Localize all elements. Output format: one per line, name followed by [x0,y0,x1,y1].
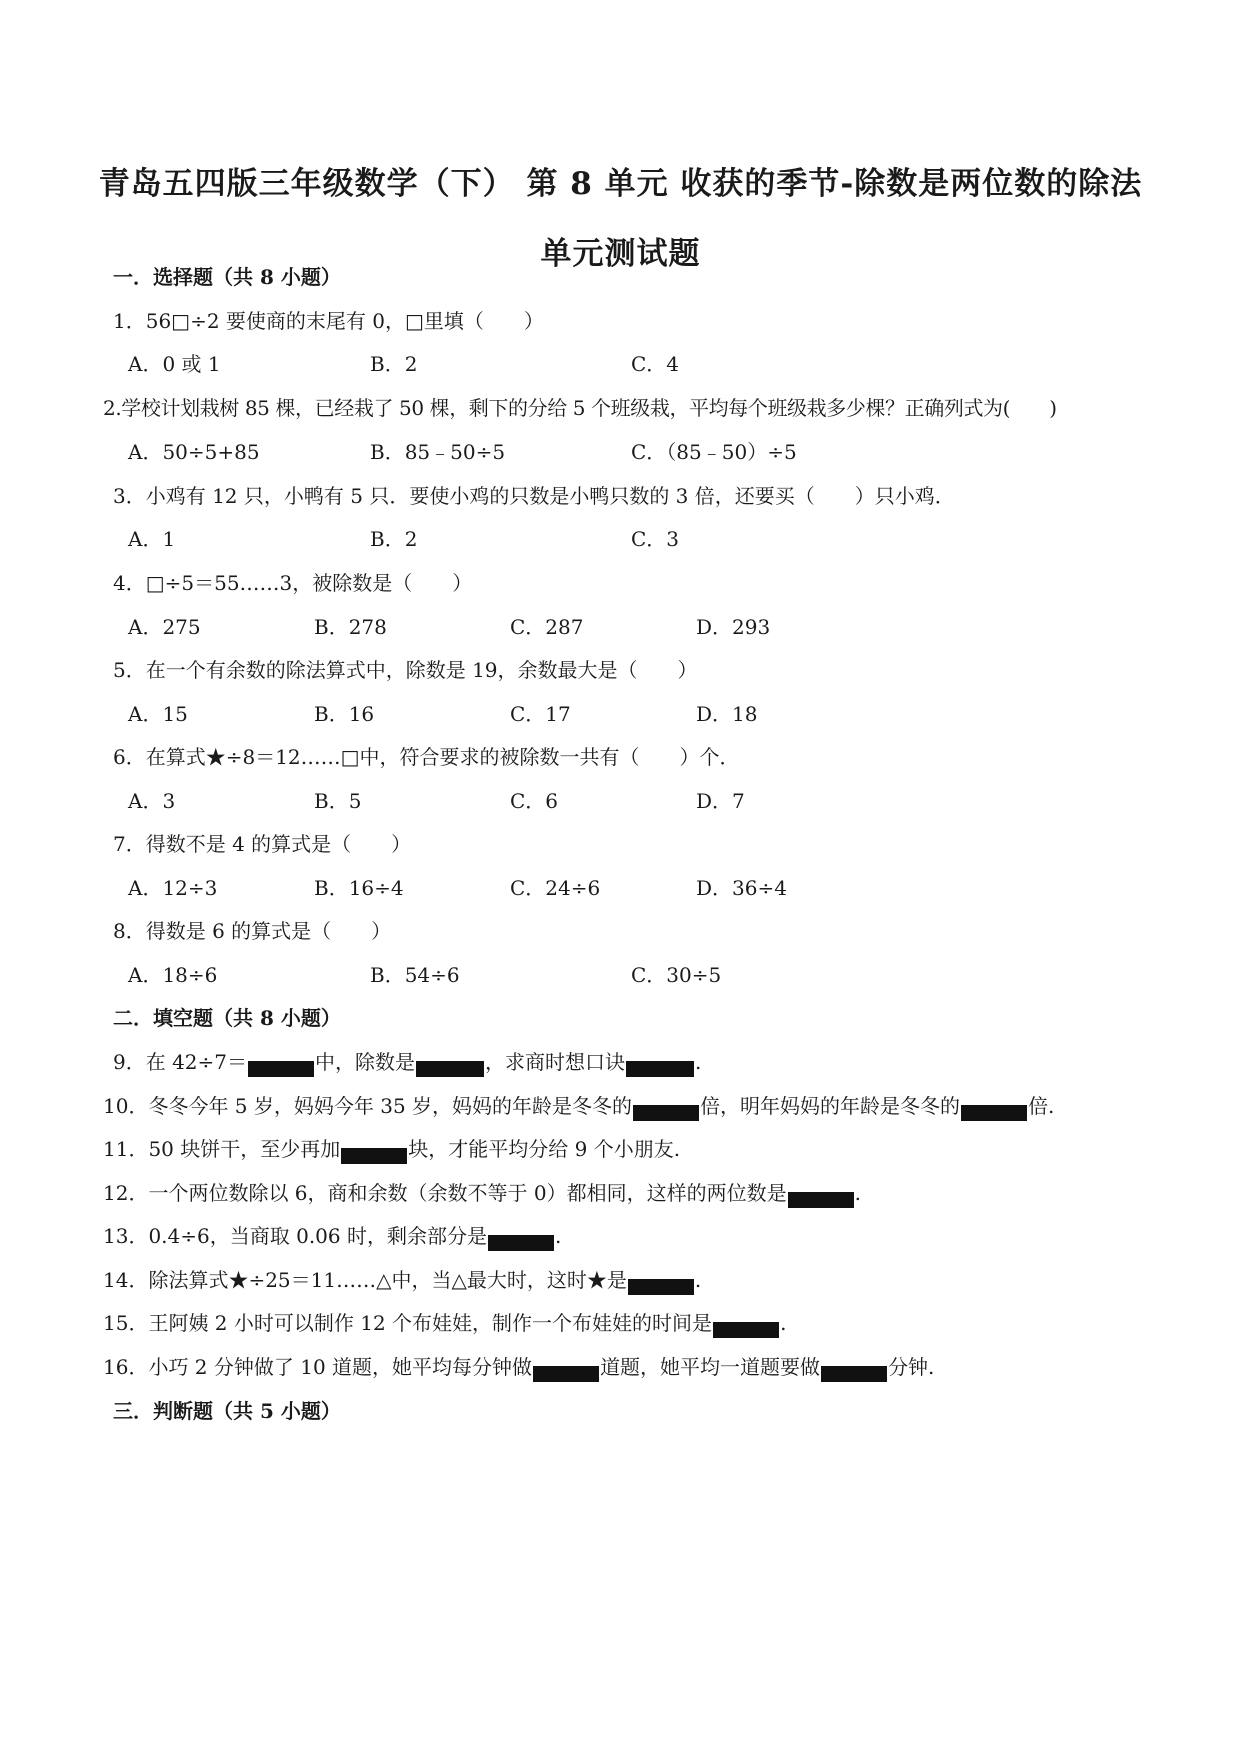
question-12-text-2: . [854,1181,861,1205]
question-8-option-c: C．30÷5 [631,963,722,987]
question-14 [103,1264,701,1295]
question-6: 6．在算式★÷8＝12……□中，符合要求的被除数一共有（ ）个． [113,745,740,769]
question-12-text-1: 12．一个两位数除以 6，商和余数（余数不等于 0）都相同，这样的两位数是 [103,1181,787,1205]
question-4-option-a: A．275 [128,615,201,639]
question-13 [103,1220,561,1251]
question-11-text-1: 11．50 块饼干，至少再加 [103,1137,341,1161]
question-15-text-1: 15．王阿姨 2 小时可以制作 12 个布娃娃，制作一个布娃娃的时间是 [103,1311,713,1335]
answer-blank[interactable] [626,1061,694,1077]
question-10-text-3: 倍. [1028,1094,1055,1118]
question-4-option-c: C．287 [510,615,584,639]
question-3: 3．小鸡有 12 只，小鸭有 5 只．要使小鸡的只数是小鸭只数的 3 倍，还要买（ ）只小鸡． [113,484,955,508]
answer-blank[interactable] [488,1235,554,1251]
question-14-text-1: 14．除法算式★÷25＝11……△中，当△最大时，这时★是 [103,1268,627,1292]
question-16-text-1: 16．小巧 2 分钟做了 10 道题，她平均每分钟做 [103,1355,533,1379]
question-5-option-b: B．16 [314,702,375,726]
question-5: 5．在一个有余数的除法算式中，除数是 19，余数最大是（ ） [113,658,698,682]
question-1: 1．56□÷2 要使商的末尾有 0，□里填（ ） [113,309,544,333]
question-1-option-b: B．2 [370,352,418,376]
answer-blank[interactable] [628,1279,694,1295]
question-13-text-2: . [554,1224,562,1248]
question-7-option-c: C．24÷6 [510,876,601,900]
question-4-option-d: D．293 [696,615,771,639]
question-13-text-1: 13．0.4÷6，当商取 0.06 时，剩余部分是 [103,1224,487,1248]
question-14-text-2: . [694,1268,702,1292]
question-6-option-d: D．7 [696,789,745,813]
question-11-text-2: 块，才能平均分给 9 个小朋友. [408,1137,681,1161]
answer-blank[interactable] [713,1322,779,1338]
question-11 [103,1133,680,1164]
question-4-option-b: B．278 [314,615,387,639]
question-7-option-a: A．12÷3 [128,876,218,900]
question-6-option-b: B．5 [314,789,362,813]
question-3-option-b: B．2 [370,527,418,551]
question-9-text-1: 9．在 42÷7＝ [113,1050,248,1074]
question-7-option-d: D．36÷4 [696,876,787,900]
question-9 [113,1046,701,1077]
section-heading-true-false: 三．判断题（共 5 小题） [113,1399,341,1423]
question-2-option-b: B．85﹣50÷5 [370,440,506,464]
question-5-option-a: A．15 [128,702,188,726]
question-9-text-4: . [695,1050,702,1074]
question-6-option-a: A．3 [128,789,176,813]
question-1-option-a: A．0 或 1 [128,352,221,376]
section-heading-fill-in: 二．填空题（共 8 小题） [113,1006,341,1030]
question-10-text-2: 倍，明年妈妈的年龄是冬冬的 [700,1094,961,1118]
question-9-text-2: 中，除数是 [315,1050,416,1074]
section-heading-choice: 一．选择题（共 8 小题） [113,265,341,289]
answer-blank[interactable] [341,1148,407,1164]
page-title: 青岛五四版三年级数学（下） 第 8 单元 收获的季节-除数是两位数的除法 [98,166,1143,202]
question-8-option-a: A．18÷6 [128,963,218,987]
question-16-text-3: 分钟. [888,1355,935,1379]
question-2: 2.学校计划栽树 85 棵，已经栽了 50 棵，剩下的分给 5 个班级栽，平均每个班级栽多少棵？正确列式为( ) [103,396,1057,420]
page-subtitle: 单元测试题 [540,236,701,272]
answer-blank[interactable] [788,1192,854,1208]
question-5-option-c: C．17 [510,702,571,726]
question-10-text-1: 10．冬冬今年 5 岁，妈妈今年 35 岁，妈妈的年龄是冬冬的 [103,1094,633,1118]
question-9-text-3: ，求商时想口诀 [485,1050,626,1074]
question-4: 4．□÷5＝55……3，被除数是（ ） [113,571,473,595]
question-16 [103,1351,934,1382]
question-2-option-c: C．（85﹣50）÷5 [631,440,797,464]
question-8: 8．得数是 6 的算式是（ ） [113,919,392,943]
question-10 [103,1090,1054,1121]
question-7: 7．得数不是 4 的算式是（ ） [113,832,412,856]
question-16-text-2: 道题，她平均一道题要做 [600,1355,821,1379]
answer-blank[interactable] [416,1061,484,1077]
question-15 [103,1307,786,1338]
question-8-option-b: B．54÷6 [370,963,460,987]
question-3-option-c: C．3 [631,527,680,551]
question-6-option-c: C．6 [510,789,559,813]
question-1-option-c: C．4 [631,352,680,376]
answer-blank[interactable] [961,1105,1027,1121]
question-3-option-a: A．1 [128,527,176,551]
question-15-text-2: . [780,1311,787,1335]
answer-blank[interactable] [821,1366,887,1382]
answer-blank[interactable] [248,1061,314,1077]
question-12 [103,1177,861,1208]
question-5-option-d: D．18 [696,702,758,726]
answer-blank[interactable] [533,1366,599,1382]
question-2-option-a: A．50÷5+85 [128,440,260,464]
question-7-option-b: B．16÷4 [314,876,404,900]
answer-blank[interactable] [633,1105,699,1121]
